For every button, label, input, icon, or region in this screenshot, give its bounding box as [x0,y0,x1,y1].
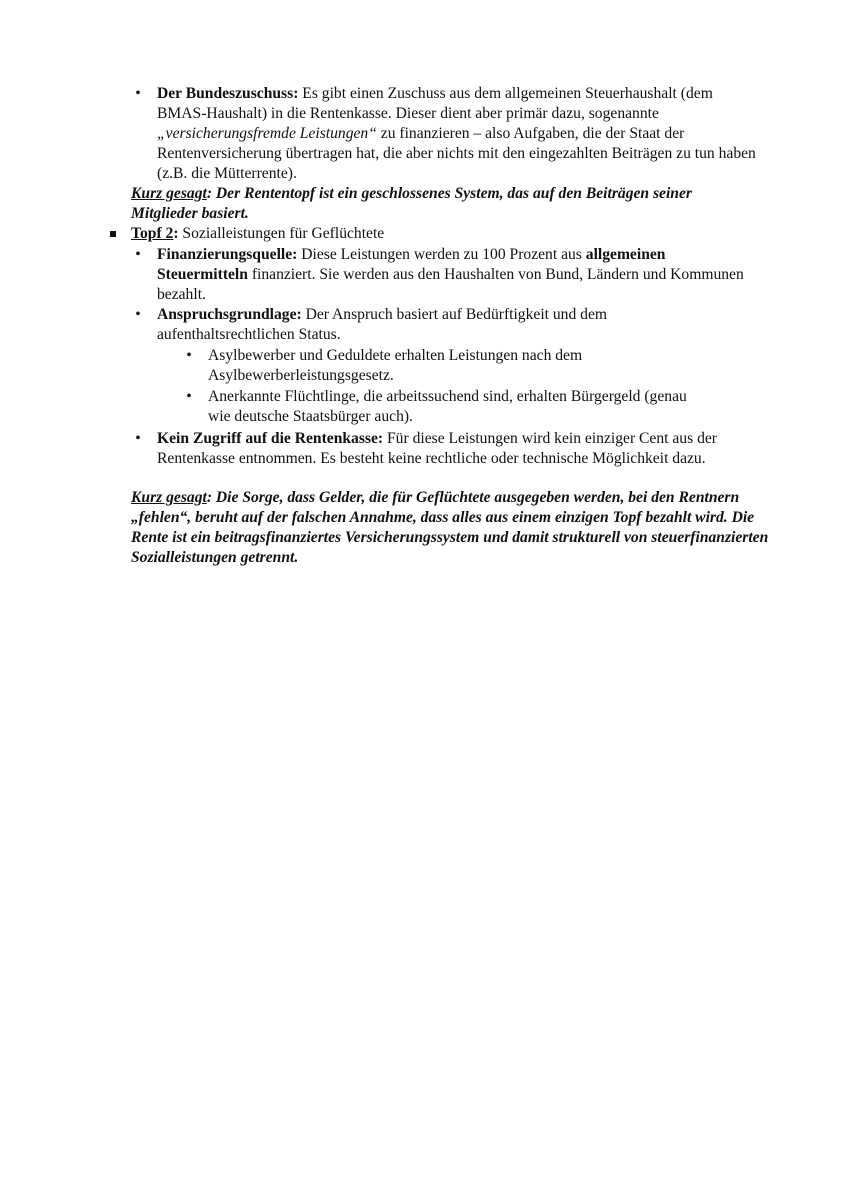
finanzierungsquelle-text-1: Diese Leistungen werden zu 100 Prozent aus [297,246,586,263]
summary-1-text: : Der Rententopf ist ein geschlossenes System, das auf den Beiträgen seiner Mitglieder basiert. [131,185,692,222]
bundeszuschuss-text-1: Es gibt einen Zuschuss aus dem allgemeinen Steuerhaushalt (dem BMAS-Haushalt) in die Rentenkasse. Dieser dient aber primär dazu, sogenannte [157,85,713,122]
topf-2-label: Topf 2 [131,225,174,242]
summary-1 [131,184,761,224]
bundeszuschuss-text-2: zu finanzieren – also Aufgaben, die der Staat der Rentenversicherung übertragen hat, die aber nichts mit den eingezahlten Beiträgen zu tun haben (z.B. die Mütterrente). [157,125,756,182]
kein-zugriff-label: Kein Zugriff auf die Rentenkasse: [157,430,384,447]
anspruchsgrundlage-text: Der Anspruch basiert auf Bedürftigkeit und dem aufenthaltsrechtlichen Status. [157,306,608,343]
topf-2-text: Sozialleistungen für Geflüchtete [178,225,385,242]
bundeszuschuss-italic: „versicherungsfremde Leistungen“ [157,125,377,142]
bundeszuschuss-item [157,84,757,184]
sub-item-asylbewerber [208,346,628,386]
finanzierungsquelle-bold: allgemeinen Steuermitteln [157,246,666,283]
bullet-dot: • [135,306,141,323]
summary-2 [131,488,776,568]
finanzierungsquelle-item [157,245,747,305]
bundeszuschuss-label: Der Bundeszuschuss: [157,85,299,102]
bullet-dot: • [135,430,141,447]
finanzierungsquelle-label: Finanzierungsquelle: [157,246,298,263]
bullet-dot: • [135,85,141,102]
finanzierungsquelle-text-2: finanziert. Sie werden aus den Haushalten von Bund, Ländern und Kommunen bezahlt. [157,266,744,303]
topf-2-heading [131,224,761,244]
topf-2-colon: : [173,225,179,242]
summary-2-lead: Kurz gesagt [131,489,207,506]
summary-1-lead: Kurz gesagt [131,185,207,202]
bullet-dot: • [186,347,192,364]
bullet-dot: • [135,246,141,263]
sub-item-anerkannte [208,387,693,427]
sub-item-asylbewerber-text: Asylbewerber und Geduldete erhalten Leistungen nach dem Asylbewerberleistungsgesetz. [208,347,583,384]
kein-zugriff-text: Für diese Leistungen wird kein einziger Cent aus der Rentenkasse entnommen. Es besteht keine rechtliche oder technische Möglichkeit dazu. [157,430,717,467]
bullet-dot: • [186,388,192,405]
kein-zugriff-item [157,429,762,469]
summary-2-text: : Die Sorge, dass Gelder, die für Geflüchtete ausgegeben werden, bei den Rentnern „fehlen“, beruht auf der falschen Annahme, dass alles aus einem einzigen Topf bezahlt wird. Die Rente ist ein beitragsfinanziertes Versicherungssystem und damit strukturell von steuerfinanzierten Sozialleistungen getrennt. [131,489,769,566]
sub-item-anerkannte-text: Anerkannte Flüchtlinge, die arbeitssuchend sind, erhalten Bürgergeld (genau wie deutsche Staatsbürger auch). [208,388,687,425]
anspruchsgrundlage-item [157,305,677,345]
square-bullet-icon [110,231,116,237]
anspruchsgrundlage-label: Anspruchsgrundlage: [157,306,302,323]
